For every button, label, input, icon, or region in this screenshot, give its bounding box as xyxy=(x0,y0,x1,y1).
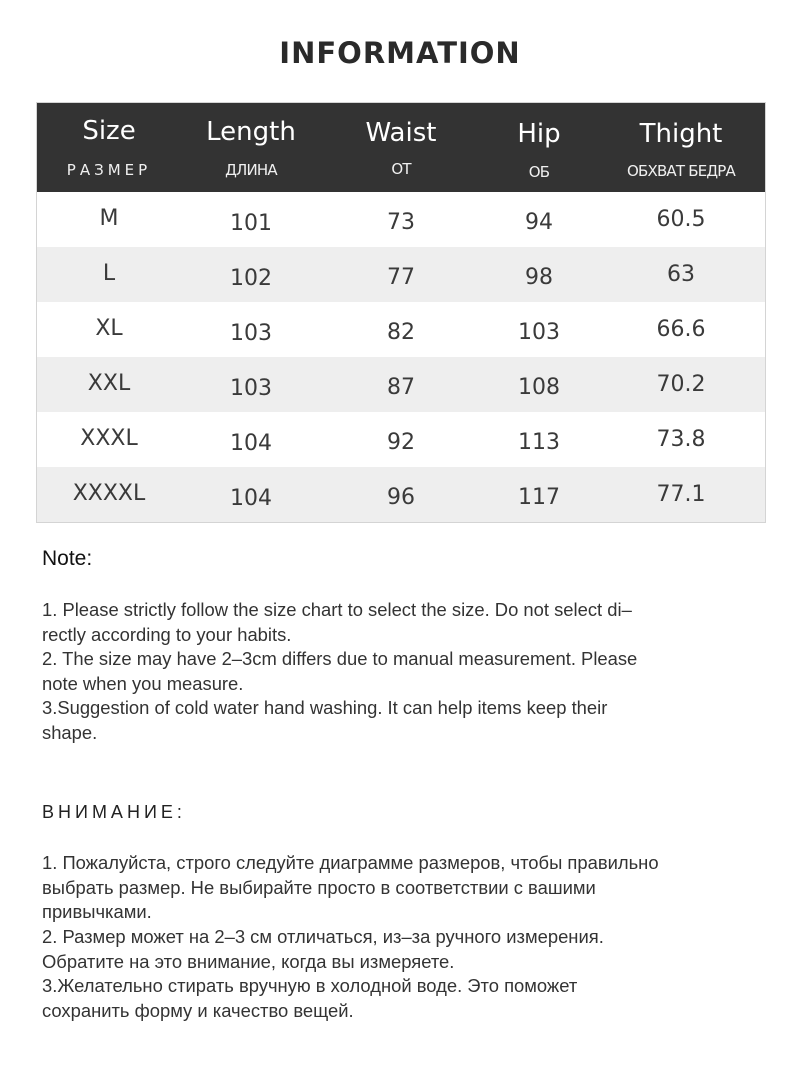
cell-thigh xyxy=(597,357,765,412)
cell-size xyxy=(37,302,181,357)
cell-value: 104 xyxy=(230,431,272,456)
cell-hip xyxy=(481,192,597,247)
cell-hip xyxy=(481,247,597,302)
cell-hip xyxy=(481,302,597,357)
cell-size xyxy=(37,467,181,522)
cell-value: XXL xyxy=(87,371,131,396)
table-row xyxy=(37,247,765,302)
cell-value: 63 xyxy=(667,262,695,287)
cell-value: 96 xyxy=(387,485,415,510)
note-line: выбрать размер. Не выбирайте просто в соответствии с вашими xyxy=(42,876,596,898)
header-label: Hip xyxy=(517,119,561,149)
note-item xyxy=(42,647,762,696)
note-item xyxy=(42,598,762,647)
cell-hip xyxy=(481,467,597,522)
note-line: 1. Please strictly follow the size chart to select the size. Do not select di– xyxy=(42,599,632,620)
cell-value: 73.8 xyxy=(656,427,706,452)
cell-hip xyxy=(481,357,597,412)
cell-value: 103 xyxy=(230,321,272,346)
size-chart-table xyxy=(36,102,766,523)
cell-value: 73 xyxy=(387,210,415,235)
note-item-ru xyxy=(42,925,762,974)
note-line: 1. Пожалуйста, строго следуйте диаграмме размеров, чтобы правильно xyxy=(42,852,659,873)
cell-waist xyxy=(321,302,481,357)
header-waist xyxy=(321,103,481,192)
cell-length xyxy=(181,412,321,467)
header-size xyxy=(37,103,181,192)
cell-value: 94 xyxy=(525,210,553,235)
cell-size xyxy=(37,247,181,302)
header-hip xyxy=(481,103,597,192)
note-line: shape. xyxy=(42,721,98,743)
note-heading-ru: ВНИМАНИЕ: xyxy=(42,802,186,822)
cell-value: 92 xyxy=(387,430,415,455)
cell-thigh xyxy=(597,192,765,247)
header-thigh xyxy=(597,103,765,192)
table-row xyxy=(37,467,765,522)
cell-value: 66.6 xyxy=(656,317,706,342)
cell-length xyxy=(181,247,321,302)
cell-waist xyxy=(321,467,481,522)
cell-size xyxy=(37,192,181,247)
page-title: INFORMATION xyxy=(279,36,521,70)
cell-value: 101 xyxy=(230,211,272,236)
note-line: 2. The size may have 2–3cm differs due to manual measurement. Please xyxy=(42,648,638,669)
table-row xyxy=(37,357,765,412)
header-sublabel: ДЛИНА xyxy=(225,161,277,179)
header-sublabel: ОТ xyxy=(391,160,411,178)
note-line: 3.Suggestion of cold water hand washing. It can help items keep their xyxy=(42,697,608,718)
note-line: сохранить форму и качество вещей. xyxy=(42,999,354,1021)
cell-value: 103 xyxy=(230,376,272,401)
cell-length xyxy=(181,357,321,412)
table-row xyxy=(37,412,765,467)
header-sublabel: ОБ xyxy=(528,163,550,181)
cell-value: 82 xyxy=(387,320,415,345)
cell-value: XXXXL xyxy=(72,481,146,506)
cell-value: L xyxy=(102,261,116,286)
note-heading: Note: xyxy=(42,547,93,570)
note-line: 2. Размер может на 2–3 см отличаться, из–за ручного измерения. xyxy=(42,926,604,947)
note-item-ru xyxy=(42,851,762,925)
cell-size xyxy=(37,357,181,412)
cell-value: 113 xyxy=(518,430,560,455)
cell-value: 60.5 xyxy=(656,207,706,232)
table-row xyxy=(37,192,765,247)
header-label: Length xyxy=(206,117,296,147)
header-label: Size xyxy=(82,116,136,146)
note-item-ru xyxy=(42,974,762,1023)
cell-value: 98 xyxy=(525,265,553,290)
cell-value: 87 xyxy=(387,375,415,400)
cell-thigh xyxy=(597,467,765,522)
table-header xyxy=(37,103,765,192)
cell-waist xyxy=(321,247,481,302)
note-line: note when you measure. xyxy=(42,672,244,694)
cell-value: 77.1 xyxy=(656,482,706,507)
cell-value: XL xyxy=(95,316,123,341)
header-length xyxy=(181,103,321,192)
cell-value: M xyxy=(99,206,119,231)
cell-value: 103 xyxy=(518,320,560,345)
header-sublabel: ОБХВАТ БЕДРА xyxy=(626,162,736,180)
cell-waist xyxy=(321,357,481,412)
cell-value: 117 xyxy=(518,485,560,510)
note-line: привычками. xyxy=(42,901,152,922)
cell-size xyxy=(37,412,181,467)
table-row xyxy=(37,302,765,357)
cell-length xyxy=(181,192,321,247)
cell-thigh xyxy=(597,412,765,467)
cell-length xyxy=(181,467,321,522)
note-line: Обратите на это внимание, когда вы измеряете. xyxy=(42,950,455,972)
cell-hip xyxy=(481,412,597,467)
cell-value: XXXL xyxy=(80,426,138,451)
cell-waist xyxy=(321,412,481,467)
cell-value: 104 xyxy=(230,486,272,511)
header-sublabel: РАЗМЕР xyxy=(66,161,152,179)
cell-value: 70.2 xyxy=(656,372,706,397)
cell-value: 102 xyxy=(230,266,272,291)
table-body xyxy=(37,192,765,522)
note-line: 3.Желательно стирать вручную в холодной воде. Это поможет xyxy=(42,975,578,996)
note-item xyxy=(42,696,762,745)
header-label: Waist xyxy=(365,118,437,148)
cell-value: 77 xyxy=(387,265,415,290)
cell-length xyxy=(181,302,321,357)
cell-waist xyxy=(321,192,481,247)
header-label: Thight xyxy=(639,119,723,149)
cell-thigh xyxy=(597,302,765,357)
cell-thigh xyxy=(597,247,765,302)
note-line: rectly according to your habits. xyxy=(42,623,292,645)
cell-value: 108 xyxy=(518,375,560,400)
